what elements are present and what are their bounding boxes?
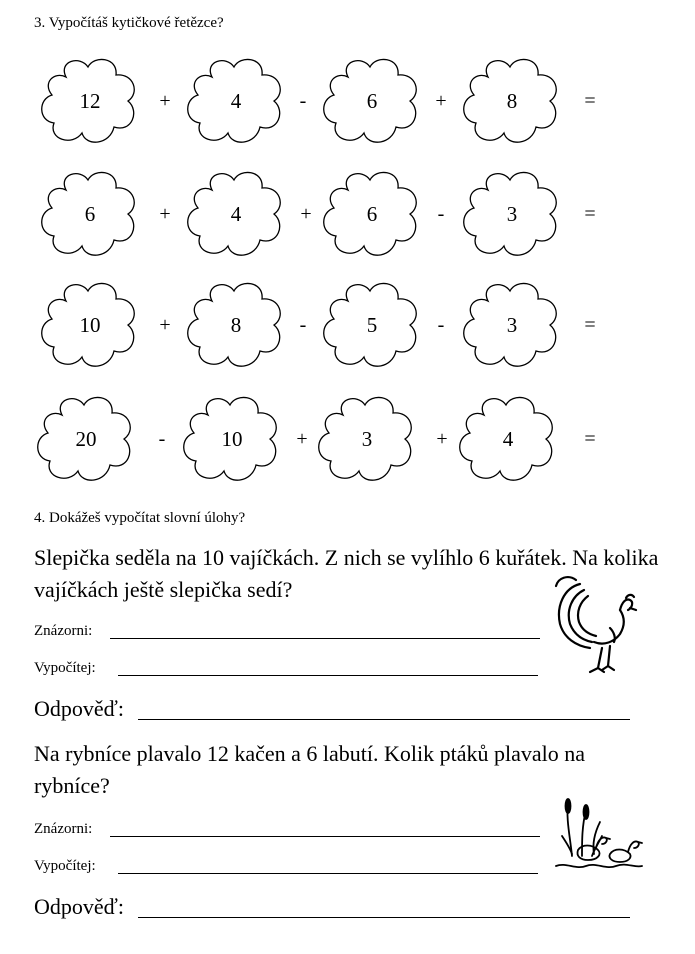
flower-number: 8 <box>506 89 518 113</box>
operator: - <box>437 314 445 336</box>
operator: + <box>300 203 312 225</box>
flower-cell <box>454 393 562 485</box>
operator: + <box>159 203 171 225</box>
rooster-icon <box>550 572 640 682</box>
flower-row-4 <box>0 393 695 493</box>
flower-cell <box>458 279 566 371</box>
equals-sign: = <box>584 203 596 225</box>
operator: + <box>159 90 171 112</box>
draw-label: Znázorni: <box>34 623 93 639</box>
answer-label: Odpověď: <box>34 894 124 919</box>
operator: - <box>437 203 445 225</box>
flower-number: 10 <box>221 427 243 451</box>
calc-label: Vypočítej: <box>34 660 96 676</box>
flower-number: 6 <box>84 202 96 226</box>
answer-label: Odpověď: <box>34 696 124 721</box>
flower-number: 4 <box>230 202 242 226</box>
flower-cell <box>36 279 144 371</box>
flower-number: 3 <box>361 427 373 451</box>
flower-number: 12 <box>79 89 101 113</box>
flower-number: 20 <box>75 427 97 451</box>
flower-cell <box>313 393 421 485</box>
draw-answer-line[interactable] <box>110 836 540 837</box>
flower-number: 6 <box>366 89 378 113</box>
operator: + <box>296 428 308 450</box>
flower-row-2 <box>0 168 695 268</box>
calc-answer-line[interactable] <box>118 675 538 676</box>
flower-cell <box>32 393 140 485</box>
operator: + <box>435 90 447 112</box>
operator: - <box>299 90 307 112</box>
flower-row-1 <box>0 55 695 155</box>
section-3-heading: 3. Vypočítáš kytičkové řetězce? <box>34 15 224 31</box>
flower-number: 4 <box>502 427 514 451</box>
equals-sign: = <box>584 428 596 450</box>
flower-cell <box>182 168 290 260</box>
operator: + <box>159 314 171 336</box>
section-4-heading: 4. Dokážeš vypočítat slovní úlohy? <box>34 510 246 526</box>
word-problem-1-text: Slepička seděla na 10 vajíčkách. Z nich se vylíhlo 6 kuřátek. Na kolika vajíčkách ještě slepička sedí? <box>34 545 659 602</box>
calc-label: Vypočítej: <box>34 858 96 874</box>
answer-line[interactable] <box>138 917 630 918</box>
calc-answer-line[interactable] <box>118 873 538 874</box>
flower-number: 5 <box>366 313 378 337</box>
operator: + <box>436 428 448 450</box>
flower-number: 4 <box>230 89 242 113</box>
draw-answer-line[interactable] <box>110 638 540 639</box>
equals-sign: = <box>584 90 596 112</box>
flower-cell <box>36 55 144 147</box>
flower-number: 6 <box>366 202 378 226</box>
flower-cell <box>318 168 426 260</box>
flower-cell <box>36 168 144 260</box>
flower-row-3 <box>0 279 695 379</box>
flower-cell <box>178 393 286 485</box>
equals-sign: = <box>584 314 596 336</box>
operator: - <box>299 314 307 336</box>
flower-cell <box>182 279 290 371</box>
flower-cell <box>318 55 426 147</box>
draw-label: Znázorni: <box>34 821 93 837</box>
flower-number: 3 <box>506 202 518 226</box>
duck-pond-icon <box>552 796 644 876</box>
word-problem-2-text: Na rybníce plavalo 12 kačen a 6 labutí. Kolik ptáků plavalo na rybníce? <box>34 741 586 798</box>
flower-cell <box>318 279 426 371</box>
flower-cell <box>458 55 566 147</box>
operator: - <box>158 428 166 450</box>
flower-cell <box>458 168 566 260</box>
flower-number: 3 <box>506 313 518 337</box>
flower-number: 10 <box>79 313 101 337</box>
flower-number: 8 <box>230 313 242 337</box>
flower-cell <box>182 55 290 147</box>
answer-line[interactable] <box>138 719 630 720</box>
